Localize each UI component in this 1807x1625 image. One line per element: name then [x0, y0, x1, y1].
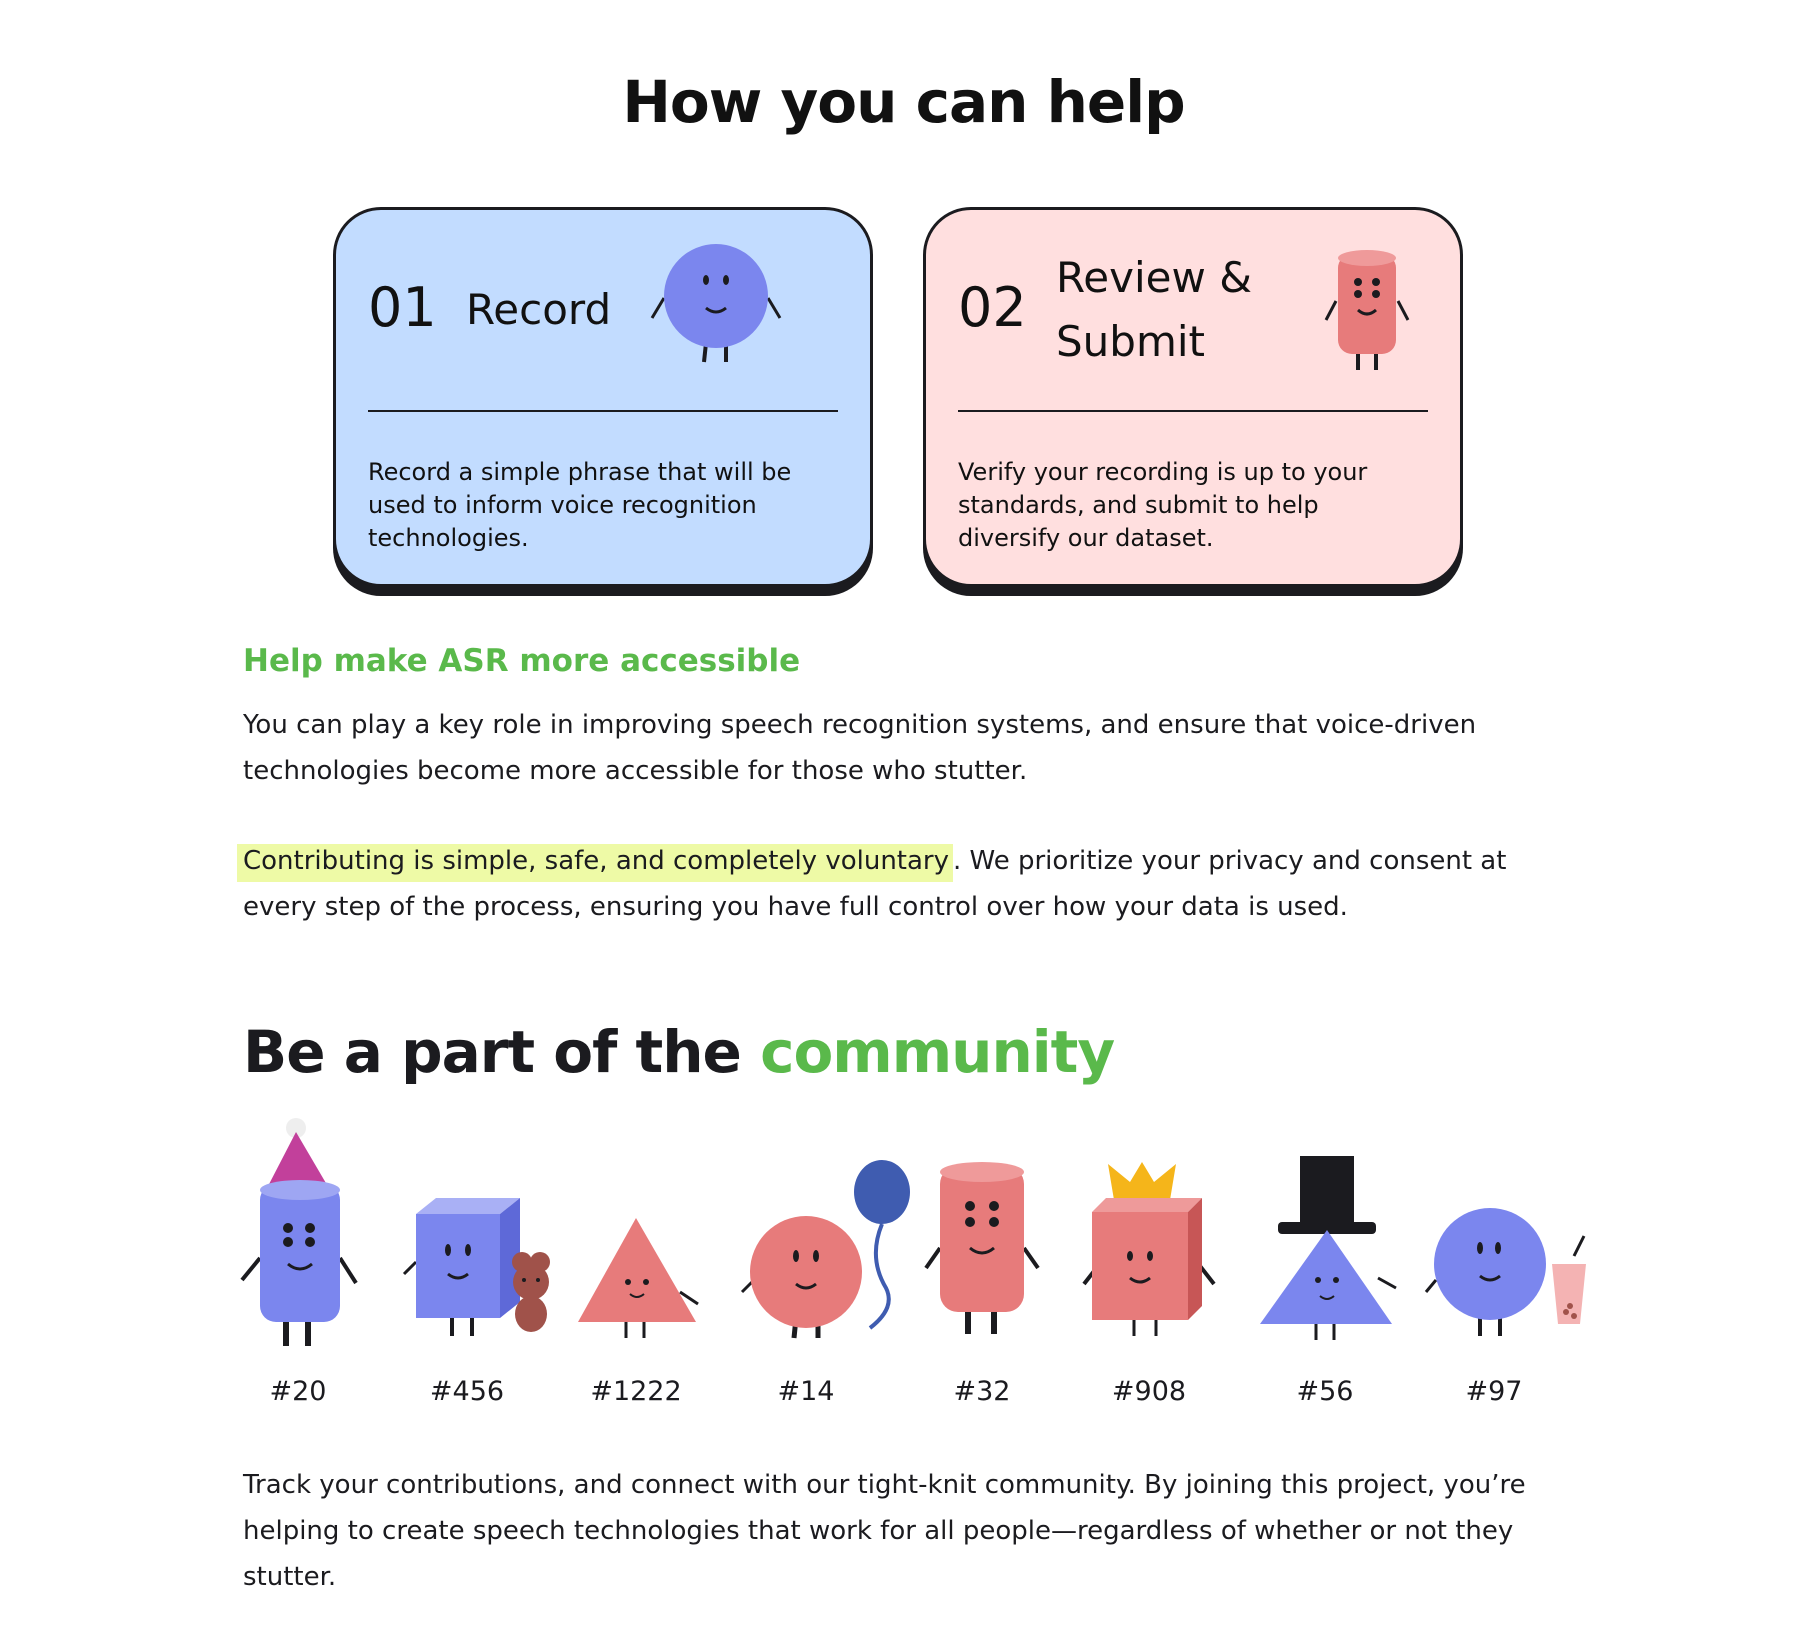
step-description: Verify your recording is up to your standards, and submit to help diversify our dataset. — [958, 458, 1368, 552]
community-footer-text: Track your contributions, and connect with our tight-knit community. By joining this project, you’re helping to create speech technologies that work for all people—regardless of whether or not they stutter. — [243, 1470, 1526, 1592]
blue-circle-mascot-icon — [646, 238, 786, 368]
member-label: #908 — [1111, 1376, 1187, 1407]
member-label: #1222 — [590, 1376, 682, 1407]
member-label: #20 — [269, 1376, 327, 1407]
member-label: #56 — [1296, 1376, 1354, 1407]
divider — [958, 410, 1428, 412]
member-56-icon — [1250, 1148, 1400, 1348]
member-label: #456 — [429, 1376, 505, 1407]
privacy-paragraph — [243, 838, 1583, 930]
member-label: #32 — [953, 1376, 1011, 1407]
member-20-icon — [230, 1118, 370, 1358]
member-14-icon — [736, 1158, 916, 1348]
step-title: Record — [466, 285, 612, 334]
member-label: #14 — [777, 1376, 835, 1407]
step-description: Record a simple phrase that will be used to inform voice recognition technologies. — [368, 458, 792, 552]
accessibility-paragraph: You can play a key role in improving speech recognition systems, and ensure that voice-driven technologies become more accessible for those who stutter. — [243, 710, 1477, 786]
member-1222-icon — [570, 1212, 710, 1342]
member-32-icon — [922, 1158, 1042, 1348]
step-number: 01 — [368, 276, 437, 339]
step-title: Review & Submit — [1056, 253, 1252, 366]
highlighted-text: Contributing is simple, safe, and completely voluntary — [237, 844, 953, 882]
community-title — [243, 1018, 1114, 1086]
step-number: 02 — [958, 276, 1027, 339]
member-97-icon — [1424, 1200, 1594, 1350]
red-cylinder-mascot-icon — [1322, 246, 1412, 376]
step-card-record — [333, 207, 873, 587]
divider — [368, 410, 838, 412]
accessibility-heading: Help make ASR more accessible — [243, 643, 801, 679]
member-label: #97 — [1465, 1376, 1523, 1407]
privacy-text: . We prioritize your privacy and consent at every step of the process, ensuring you have full control over how your data is used. — [243, 846, 1507, 922]
step-card-review-submit — [923, 207, 1463, 587]
community-title-prefix: Be a part of the — [243, 1018, 761, 1086]
community-title-accent: community — [760, 1018, 1115, 1086]
member-456-icon — [396, 1190, 556, 1340]
page-title: How you can help — [622, 68, 1185, 136]
member-908-icon — [1078, 1156, 1228, 1346]
